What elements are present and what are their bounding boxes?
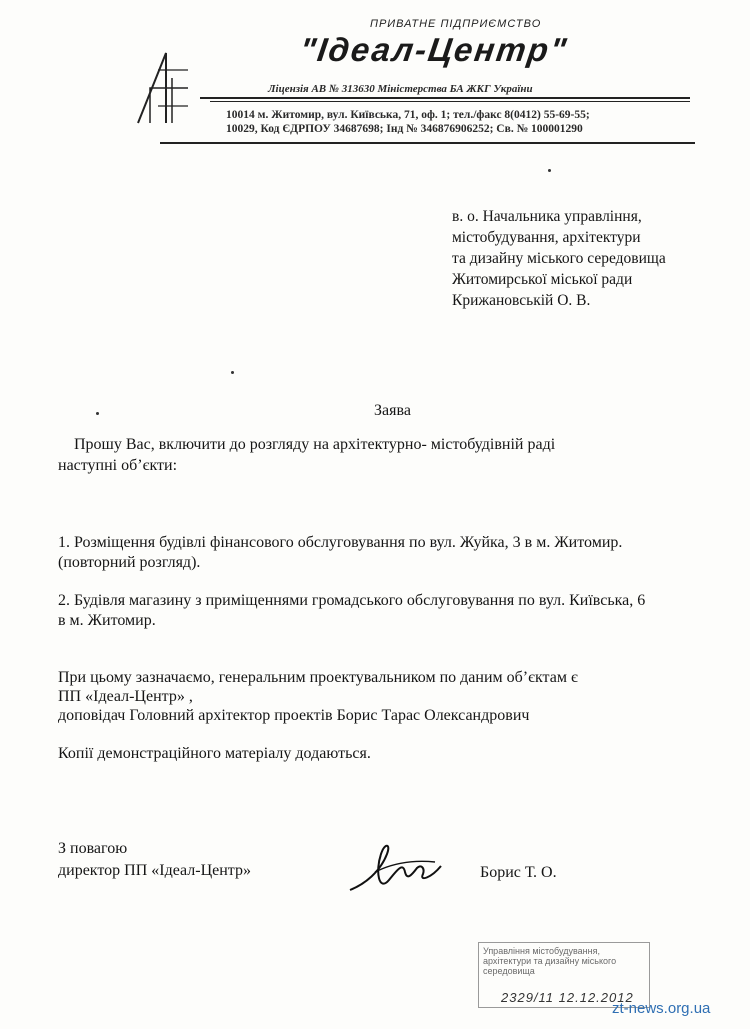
stamp-line: середовища	[483, 966, 535, 976]
item-1-line-2: (повторний розгляд).	[58, 554, 201, 571]
document-title: Заява	[374, 402, 411, 419]
stamp-line: архітектури та дизайну міського	[483, 956, 617, 966]
company-logo-icon	[128, 48, 198, 128]
note-line-2: ПП «Ідеал-Центр» ,	[58, 688, 193, 705]
scan-speck	[231, 371, 234, 374]
license-line: Ліцензія АВ № 313630 Міністерства БА ЖКГ України	[268, 83, 533, 95]
letterhead-rule-bottom	[160, 142, 695, 144]
watermark: zt-news.org.ua	[612, 1000, 711, 1017]
addressee-line: Крижановській О. В.	[452, 292, 591, 309]
note-line-3: доповідач Головний архітектор проектів Борис Тарас Олександрович	[58, 707, 530, 724]
scan-speck	[96, 412, 99, 415]
addressee-block	[452, 206, 742, 311]
letterhead-rule-top	[200, 97, 690, 99]
stamp-line: Управління містобудування,	[483, 946, 600, 956]
company-name: "Ідеал-Центр"	[297, 31, 571, 68]
address-line-2: 10029, Код ЄДРПОУ 34687698; Інд № 346876906252; Св. № 100001290	[226, 123, 583, 135]
scan-speck	[548, 169, 551, 172]
addressee-line: Житомирської міської ради	[452, 271, 633, 288]
addressee-line: в. о. Начальника управління,	[452, 208, 642, 225]
letterhead-rule-top-thin	[210, 101, 690, 102]
addressee-line: та дизайну міського середовища	[452, 250, 666, 267]
closing-surname: Борис Т. О.	[480, 864, 557, 881]
stamp-number: 2329/11 12.12.2012	[501, 990, 634, 1005]
company-type: ПРИВАТНЕ ПІДПРИЄМСТВО	[370, 18, 542, 30]
item-2-line-1: 2. Будівля магазину з приміщеннями громадського обслуговування по вул. Київська, 6	[58, 592, 646, 609]
registration-stamp	[478, 942, 650, 1008]
closing-regards: З повагою	[58, 840, 128, 857]
closing-director: директор ПП «Ідеал-Центр»	[58, 862, 251, 879]
addressee-line: містобудування, архітектури	[452, 229, 641, 246]
signature-icon	[345, 832, 445, 902]
item-2-line-2: в м. Житомир.	[58, 612, 156, 629]
item-1-line-1: 1. Розміщення будівлі фінансового обслуговування по вул. Жуйка, 3 в м. Житомир.	[58, 534, 623, 551]
intro-line-1: Прошу Вас, включити до розгляду на архітектурно- містобудівній раді	[74, 436, 556, 453]
intro-line-2: наступні об’єкти:	[58, 457, 178, 474]
copies-note: Копії демонстраційного матеріалу додаються.	[58, 745, 371, 762]
note-line-1: При цьому зазначаємо, генеральним проектувальником по даним об’єктам є	[58, 669, 578, 686]
address-line-1: 10014 м. Житомир, вул. Київська, 71, оф. 1; тел./факс 8(0412) 55-69-55;	[226, 109, 590, 121]
